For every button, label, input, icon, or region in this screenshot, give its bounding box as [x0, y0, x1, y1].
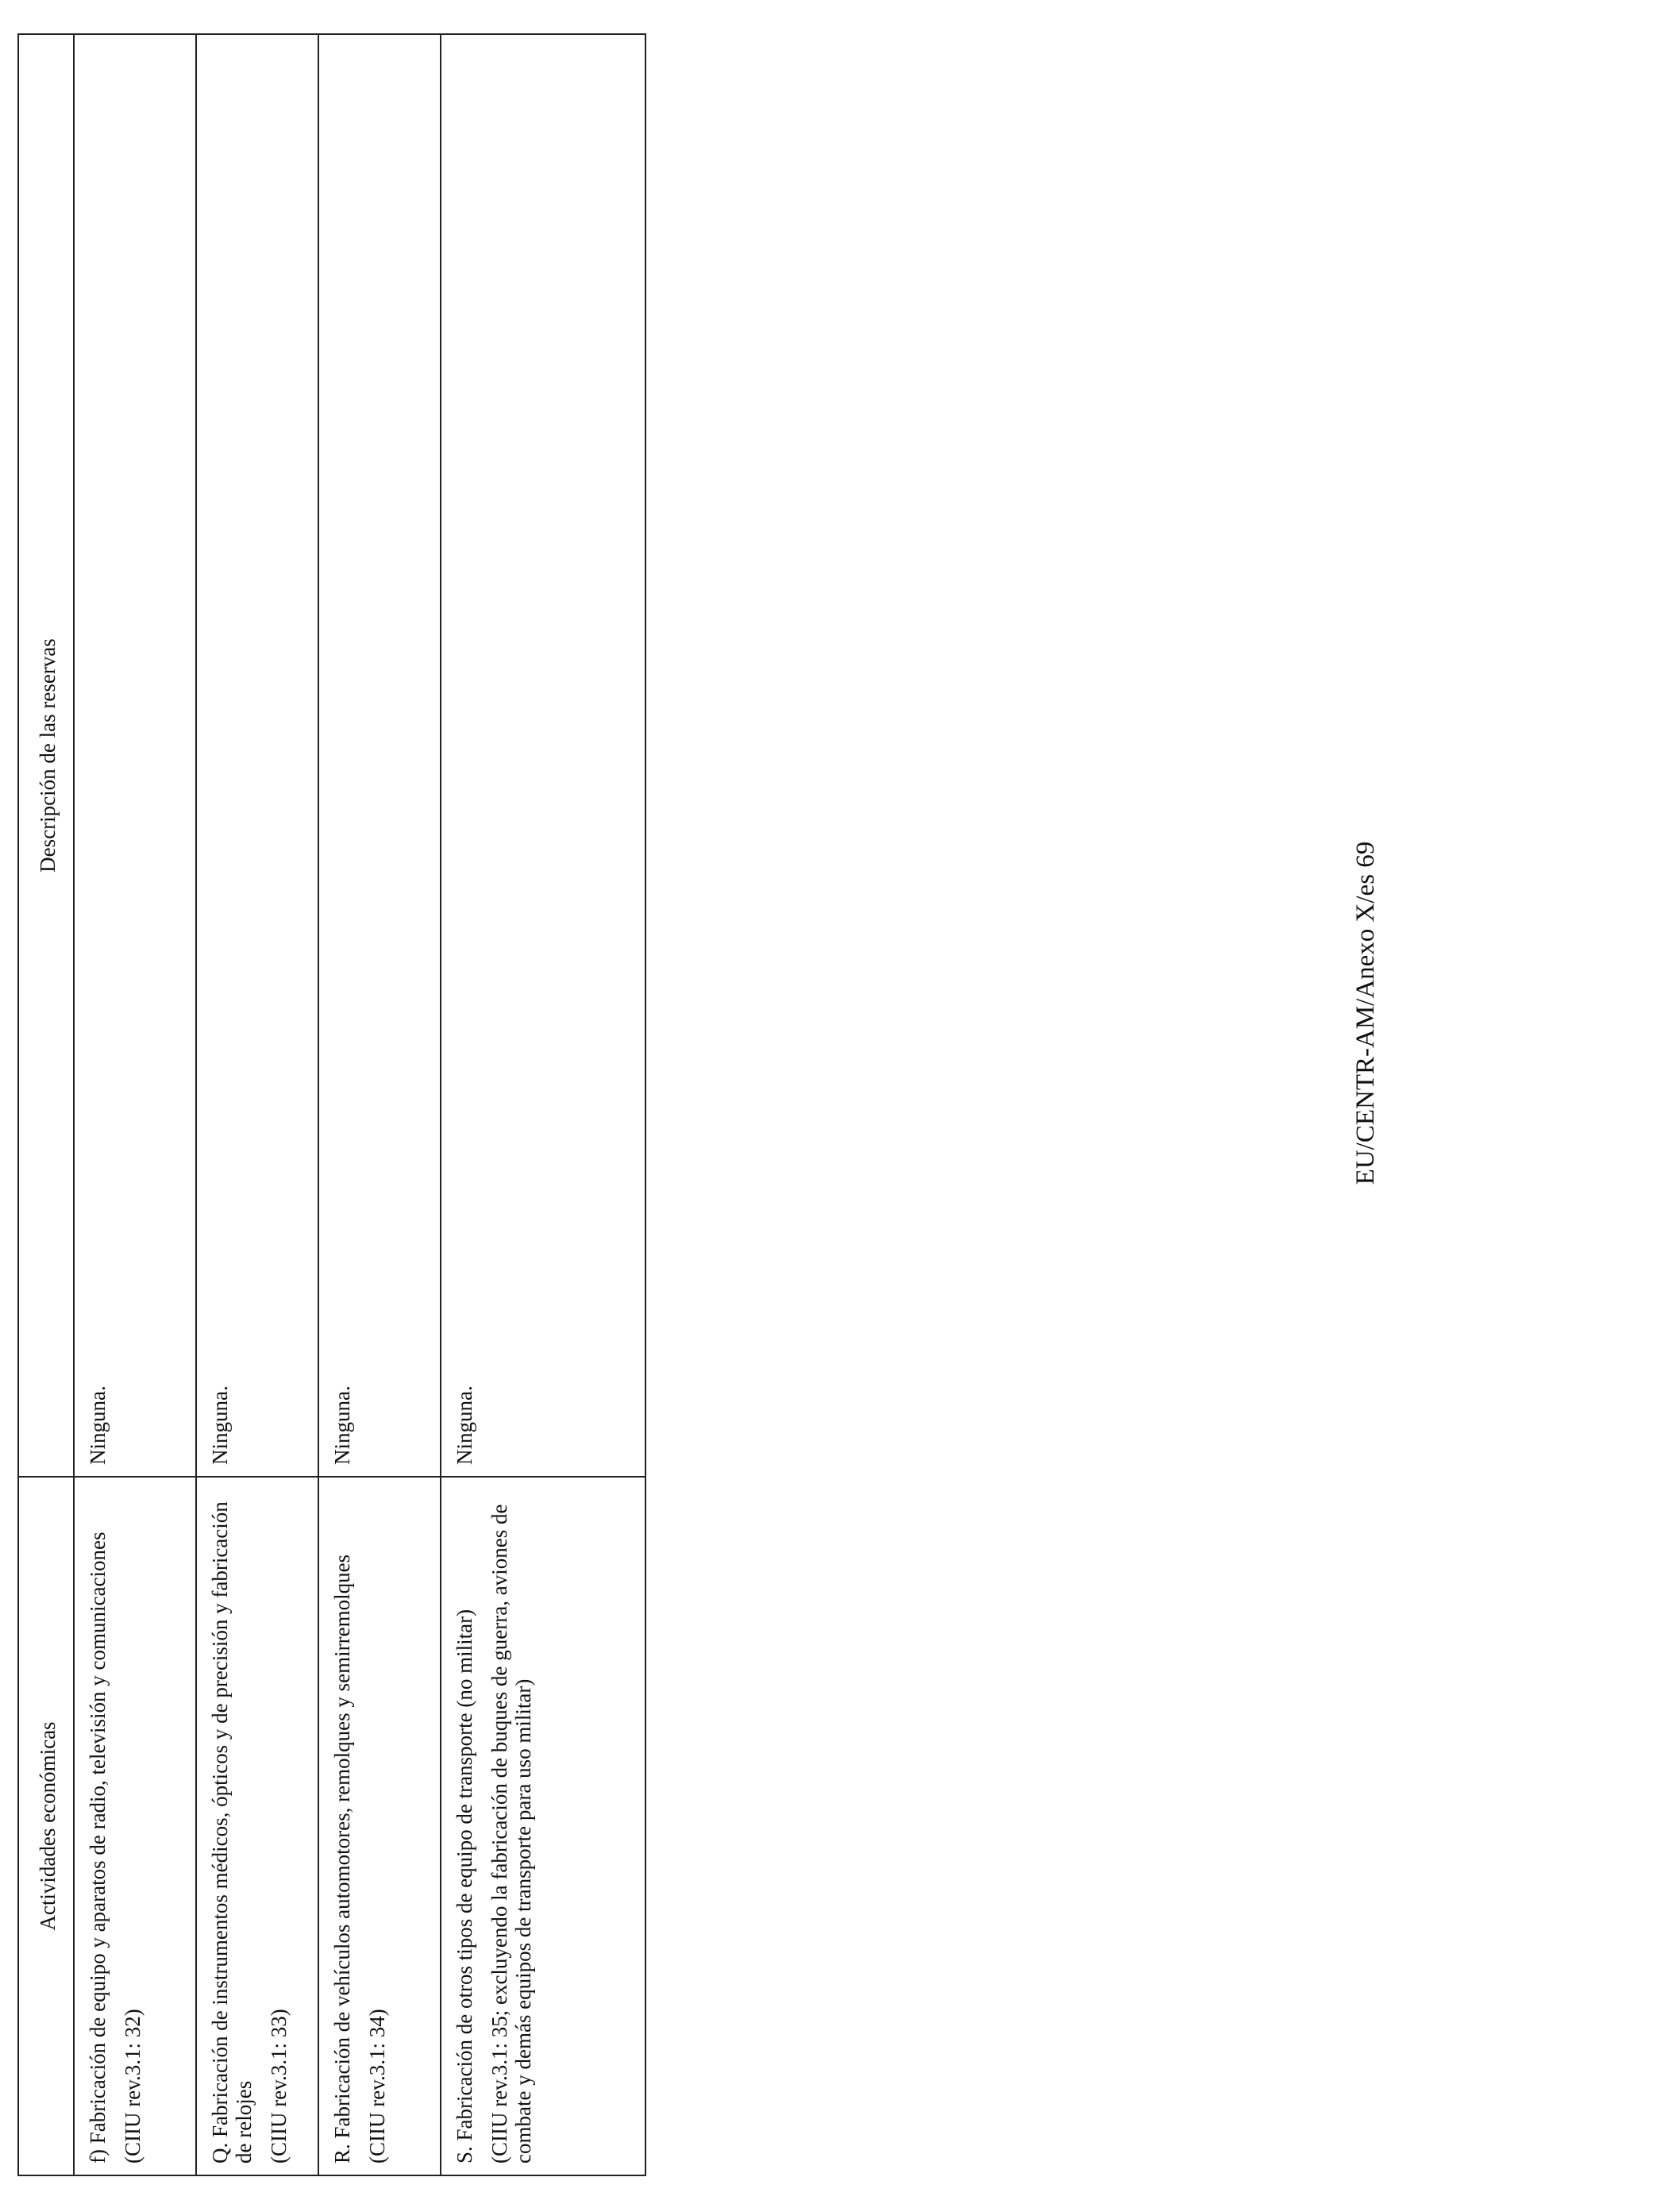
table-row [74, 34, 196, 2175]
description-cell: Ninguna. [74, 34, 196, 1477]
activity-name: R. Fabricación de vehículos automotores, remolques y semirremolques [330, 1554, 354, 2164]
activity-name: S. Fabricación de otros tipos de equipo de transporte (no militar) [453, 1609, 476, 2164]
table-row [441, 34, 645, 2175]
table-row [318, 34, 441, 2175]
activity-code: (CIIU rev.3.1: 33) [267, 2009, 291, 2164]
description-cell: Ninguna. [441, 34, 645, 1477]
reservations-table [17, 33, 646, 2176]
activity-code: (CIIU rev.3.1: 35; excluyendo la fabricación de buques de guerra, aviones de combate y demás equipos de transporte para uso militar) [487, 1504, 535, 2164]
activity-cell [74, 1477, 196, 2175]
activity-name: f) Fabricación de equipo y aparatos de radio, televisión y comunicaciones [86, 1532, 110, 2164]
header-economic-activities: Actividades económicas [18, 1477, 74, 2175]
activity-cell [318, 1477, 441, 2175]
activity-cell [196, 1477, 318, 2175]
document-reference: EU/CENTR-AM/Anexo X/es 69 [1351, 841, 1380, 1185]
header-reservations-description: Descripción de las reservas [18, 34, 74, 1477]
activity-code: (CIIU rev.3.1: 34) [365, 2009, 389, 2164]
description-cell: Ninguna. [318, 34, 441, 1477]
activity-cell [441, 1477, 645, 2175]
activity-name: Q. Fabricación de instrumentos médicos, ópticos y de precisión y fabricación de relojes [208, 1501, 256, 2164]
table-row [196, 34, 318, 2175]
activity-code: (CIIU rev.3.1: 32) [121, 2009, 144, 2164]
table-header-row [18, 34, 74, 2175]
description-cell: Ninguna. [196, 34, 318, 1477]
